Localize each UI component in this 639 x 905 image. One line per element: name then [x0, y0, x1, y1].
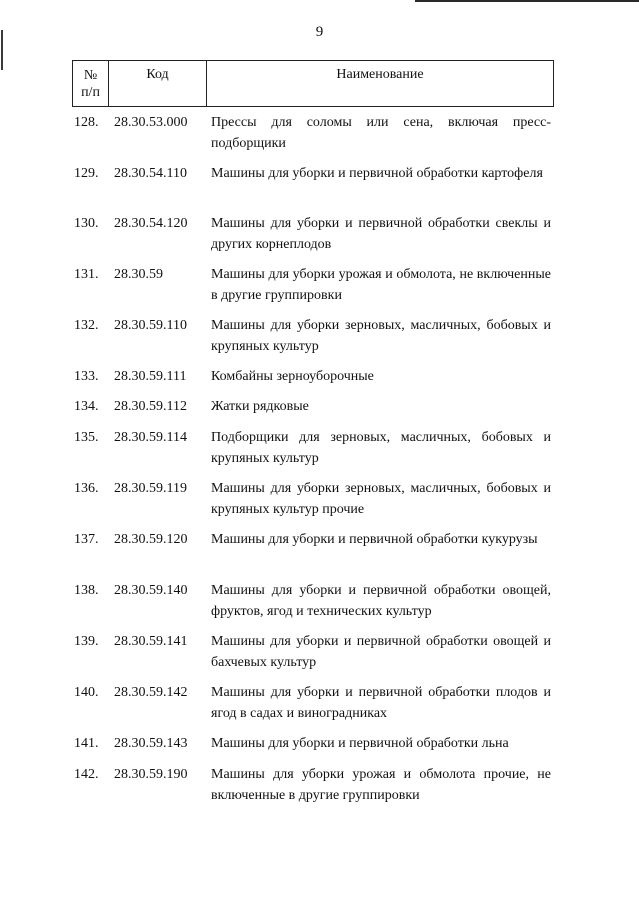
row-number: 141.: [74, 736, 99, 751]
header-number-abbrev: п/п: [81, 85, 100, 100]
row-code: 28.30.54.120: [114, 216, 188, 231]
row-name: Машины для уборки и первичной обработки кукурузы: [211, 532, 538, 547]
row-name: Машины для уборки и первичной обработки картофеля: [211, 166, 543, 181]
row-name: Машины для уборки зерновых, масличных, бобовых и крупяных культур: [211, 318, 551, 354]
row-name: Машины для уборки и первичной обработки овощей, фруктов, ягод и технических культур: [211, 583, 551, 619]
row-name: Машины для уборки и первичной обработки плодов и ягод в садах и виноградниках: [211, 685, 551, 721]
row-number: 130.: [74, 216, 99, 231]
header-code-column: Код: [109, 61, 207, 106]
row-code: 28.30.59.119: [114, 481, 187, 496]
row-code: 28.30.59.120: [114, 532, 188, 547]
scan-edge-line: [415, 0, 639, 2]
header-number-symbol: №: [83, 68, 98, 83]
row-name: Машины для уборки и первичной обработки свеклы и других корнеплодов: [211, 216, 551, 252]
row-number: 128.: [74, 115, 99, 130]
row-code: 28.30.59.111: [114, 369, 187, 384]
row-number: 135.: [74, 430, 99, 445]
header-number-column: [73, 61, 109, 106]
row-number: 140.: [74, 685, 99, 700]
row-code: 28.30.59.140: [114, 583, 188, 598]
row-name: Машины для уборки и первичной обработки льна: [211, 736, 509, 751]
row-name: Машины для уборки зерновых, масличных, бобовых и крупяных культур прочие: [211, 481, 551, 517]
row-name: Подборщики для зерновых, масличных, бобовых и крупяных культур: [211, 430, 551, 466]
row-number: 138.: [74, 583, 99, 598]
row-code: 28.30.59.110: [114, 318, 187, 333]
row-number: 131.: [74, 267, 99, 282]
row-name: Жатки рядковые: [211, 399, 309, 414]
row-number: 136.: [74, 481, 99, 496]
row-code: 28.30.59.190: [114, 767, 188, 782]
row-number: 129.: [74, 166, 99, 181]
row-number: 139.: [74, 634, 99, 649]
row-number: 134.: [74, 399, 99, 414]
row-code: 28.30.59.112: [114, 399, 187, 414]
header-name-column: Наименование: [336, 67, 424, 82]
row-code: 28.30.54.110: [114, 166, 187, 181]
row-name: Машины для уборки и первичной обработки овощей и бахчевых культур: [211, 634, 551, 670]
row-name: Машины для уборки урожая и обмолота прочие, не включенные в другие группировки: [211, 767, 551, 803]
row-number: 132.: [74, 318, 99, 333]
row-number: 137.: [74, 532, 99, 547]
row-name: Комбайны зерноуборочные: [211, 369, 374, 384]
row-code: 28.30.59.141: [114, 634, 188, 649]
row-code: 28.30.59.114: [114, 430, 187, 445]
row-code: 28.30.59.142: [114, 685, 188, 700]
row-code: 28.30.53.000: [114, 115, 188, 130]
row-name: Прессы для соломы или сена, включая пресс-подборщики: [211, 115, 551, 151]
row-number: 142.: [74, 767, 99, 782]
page-number: 9: [315, 24, 324, 40]
table-header: [72, 60, 554, 107]
row-name: Машины для уборки урожая и обмолота, не включенные в другие группировки: [211, 267, 551, 303]
row-code: 28.30.59: [114, 267, 163, 282]
row-code: 28.30.59.143: [114, 736, 188, 751]
row-number: 133.: [74, 369, 99, 384]
